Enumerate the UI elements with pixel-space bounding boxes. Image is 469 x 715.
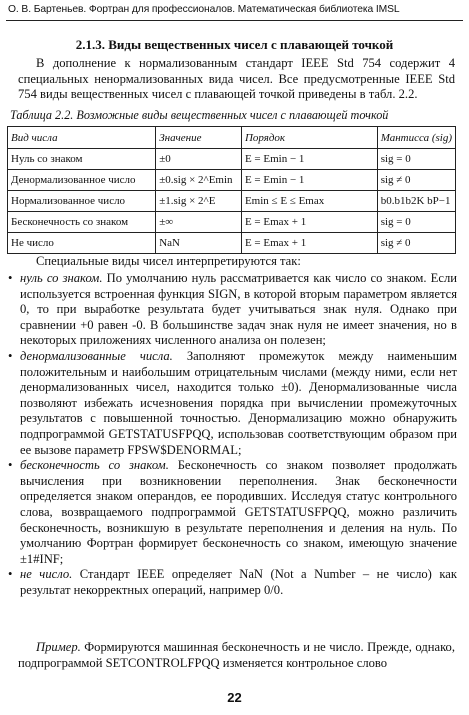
table-cell: NaN	[156, 233, 242, 254]
table-header-cell: Вид числа	[8, 127, 156, 149]
table-cell: Бесконечность со знаком	[8, 212, 156, 233]
table-row	[8, 191, 456, 212]
table-header-cell: Порядок	[241, 127, 377, 149]
table-header-cell: Значение	[156, 127, 242, 149]
running-head: О. В. Бартеньев. Фортран для профессионалов. Математическая библиотека IMSL	[8, 4, 400, 15]
table-cell: sig = 0	[377, 212, 455, 233]
table-cell: E = Emax + 1	[241, 233, 377, 254]
list-item-text: По умолчанию нуль рассматривается как число со знаком. Если используется встроенная функция SIGN, в которой вторым параметром является 0, то при выработке результата будет учитываться знак нуля. Однако при сравнении +0 равен -0. В большинстве задач знак нуля не имеет значения, но в некоторых приложениях численного анализа он полезен;	[20, 271, 457, 348]
list-item	[8, 349, 457, 458]
list-item-text: Бесконечность со знаком позволяет продолжать вычисления при возникновении переполнения. Знак бесконечности определяется знаком операндов, ее породивших. Исследуя статус контрольного слова, возвращаемого подпрограммой GETSTATUSFPQQ, можно различить бесконечность, возникшую в результате переполнения и деления на нуль. По умолчанию Фортран формирует бесконечность со знаком, имеющую значение ±1#INF;	[20, 458, 458, 566]
list-item	[8, 567, 457, 598]
intro-paragraph: В дополнение к нормализованным стандарт IEEE Std 754 содержит 4 специальных ненормализованных вида чисел. Все предусмотренные IEEE Std 754 виды вещественных чисел с плавающей точкой приведены в табл. 2.2.	[18, 56, 455, 102]
table-cell: E = Emin − 1	[241, 170, 377, 191]
section-title: 2.1.3. Виды вещественных чисел с плавающей точкой	[75, 37, 394, 52]
list-item-term: денормализованные числа.	[20, 348, 173, 363]
page-number: 22	[227, 690, 242, 705]
table-cell: Не число	[8, 233, 156, 254]
example-text: Формируются машинная бесконечность и не число. Прежде, однако, подпрограммой SETCONTROLFPQQ изменяется контрольное слово	[18, 640, 455, 670]
list-item-term: не число.	[20, 567, 73, 582]
header-rule	[6, 20, 463, 21]
table-header-cell: Мантисса (sig)	[377, 127, 455, 149]
bullet-icon: •	[8, 567, 13, 582]
float-kinds-table	[7, 126, 456, 254]
table-cell: ±∞	[156, 212, 242, 233]
example-term: Пример.	[36, 640, 81, 654]
table-cell: Нуль со знаком	[8, 149, 156, 170]
table-cell: ±1.sig × 2^E	[156, 191, 242, 212]
table-cell: b0.b1b2K bP−1	[377, 191, 455, 212]
list-item-term: бесконечность со знаком.	[20, 458, 169, 473]
table-cell: E = Emin − 1	[241, 149, 377, 170]
table-header-row	[8, 127, 456, 149]
list-item	[8, 271, 457, 349]
list-item-term: нуль со знаком.	[20, 271, 103, 285]
table-row	[8, 170, 456, 191]
table-cell: Emin ≤ E ≤ Emax	[241, 191, 377, 212]
table-cell: Нормализованное число	[8, 191, 156, 212]
bullet-icon: •	[8, 271, 13, 285]
table-cell: ±0.sig × 2^Emin	[156, 170, 242, 191]
list-item	[8, 458, 457, 567]
table-row	[8, 233, 456, 254]
bullet-icon: •	[8, 348, 13, 363]
table-cell: E = Emax + 1	[241, 212, 377, 233]
table-cell: sig ≠ 0	[377, 170, 455, 191]
example-paragraph	[18, 640, 455, 671]
bullet-icon: •	[8, 458, 13, 473]
list-item-text: Заполняют промежуток между наименьшим положительным и наибольшим отрицательным числами (между ними, если нет денормализованных чисел, находится только ±0). Денормализованные числа позволяют избежать исчезновения порядка при вычислении промежуточных результатов с повышенной точностью. Денормализацию можно обнаружить подпрограммой GETSTATUSFPQQ, использовав соответствующим образом при ее вызове параметр FPSW$DENORMAL;	[20, 348, 457, 457]
table-row	[8, 149, 456, 170]
special-intro: Специальные виды чисел интерпретируются так:	[36, 254, 301, 268]
table-row	[8, 212, 456, 233]
table-cell: ±0	[156, 149, 242, 170]
table-cell: sig ≠ 0	[377, 233, 455, 254]
list-item-text: Стандарт IEEE определяет NaN (Not a Number – не число) как результат некорректных операций, например 0/0.	[20, 567, 457, 597]
special-kinds-list	[8, 271, 457, 598]
table-cell: Денормализованное число	[8, 170, 156, 191]
table-caption: Таблица 2.2. Возможные виды вещественных чисел с плавающей точкой	[10, 108, 389, 122]
table-cell: sig = 0	[377, 149, 455, 170]
